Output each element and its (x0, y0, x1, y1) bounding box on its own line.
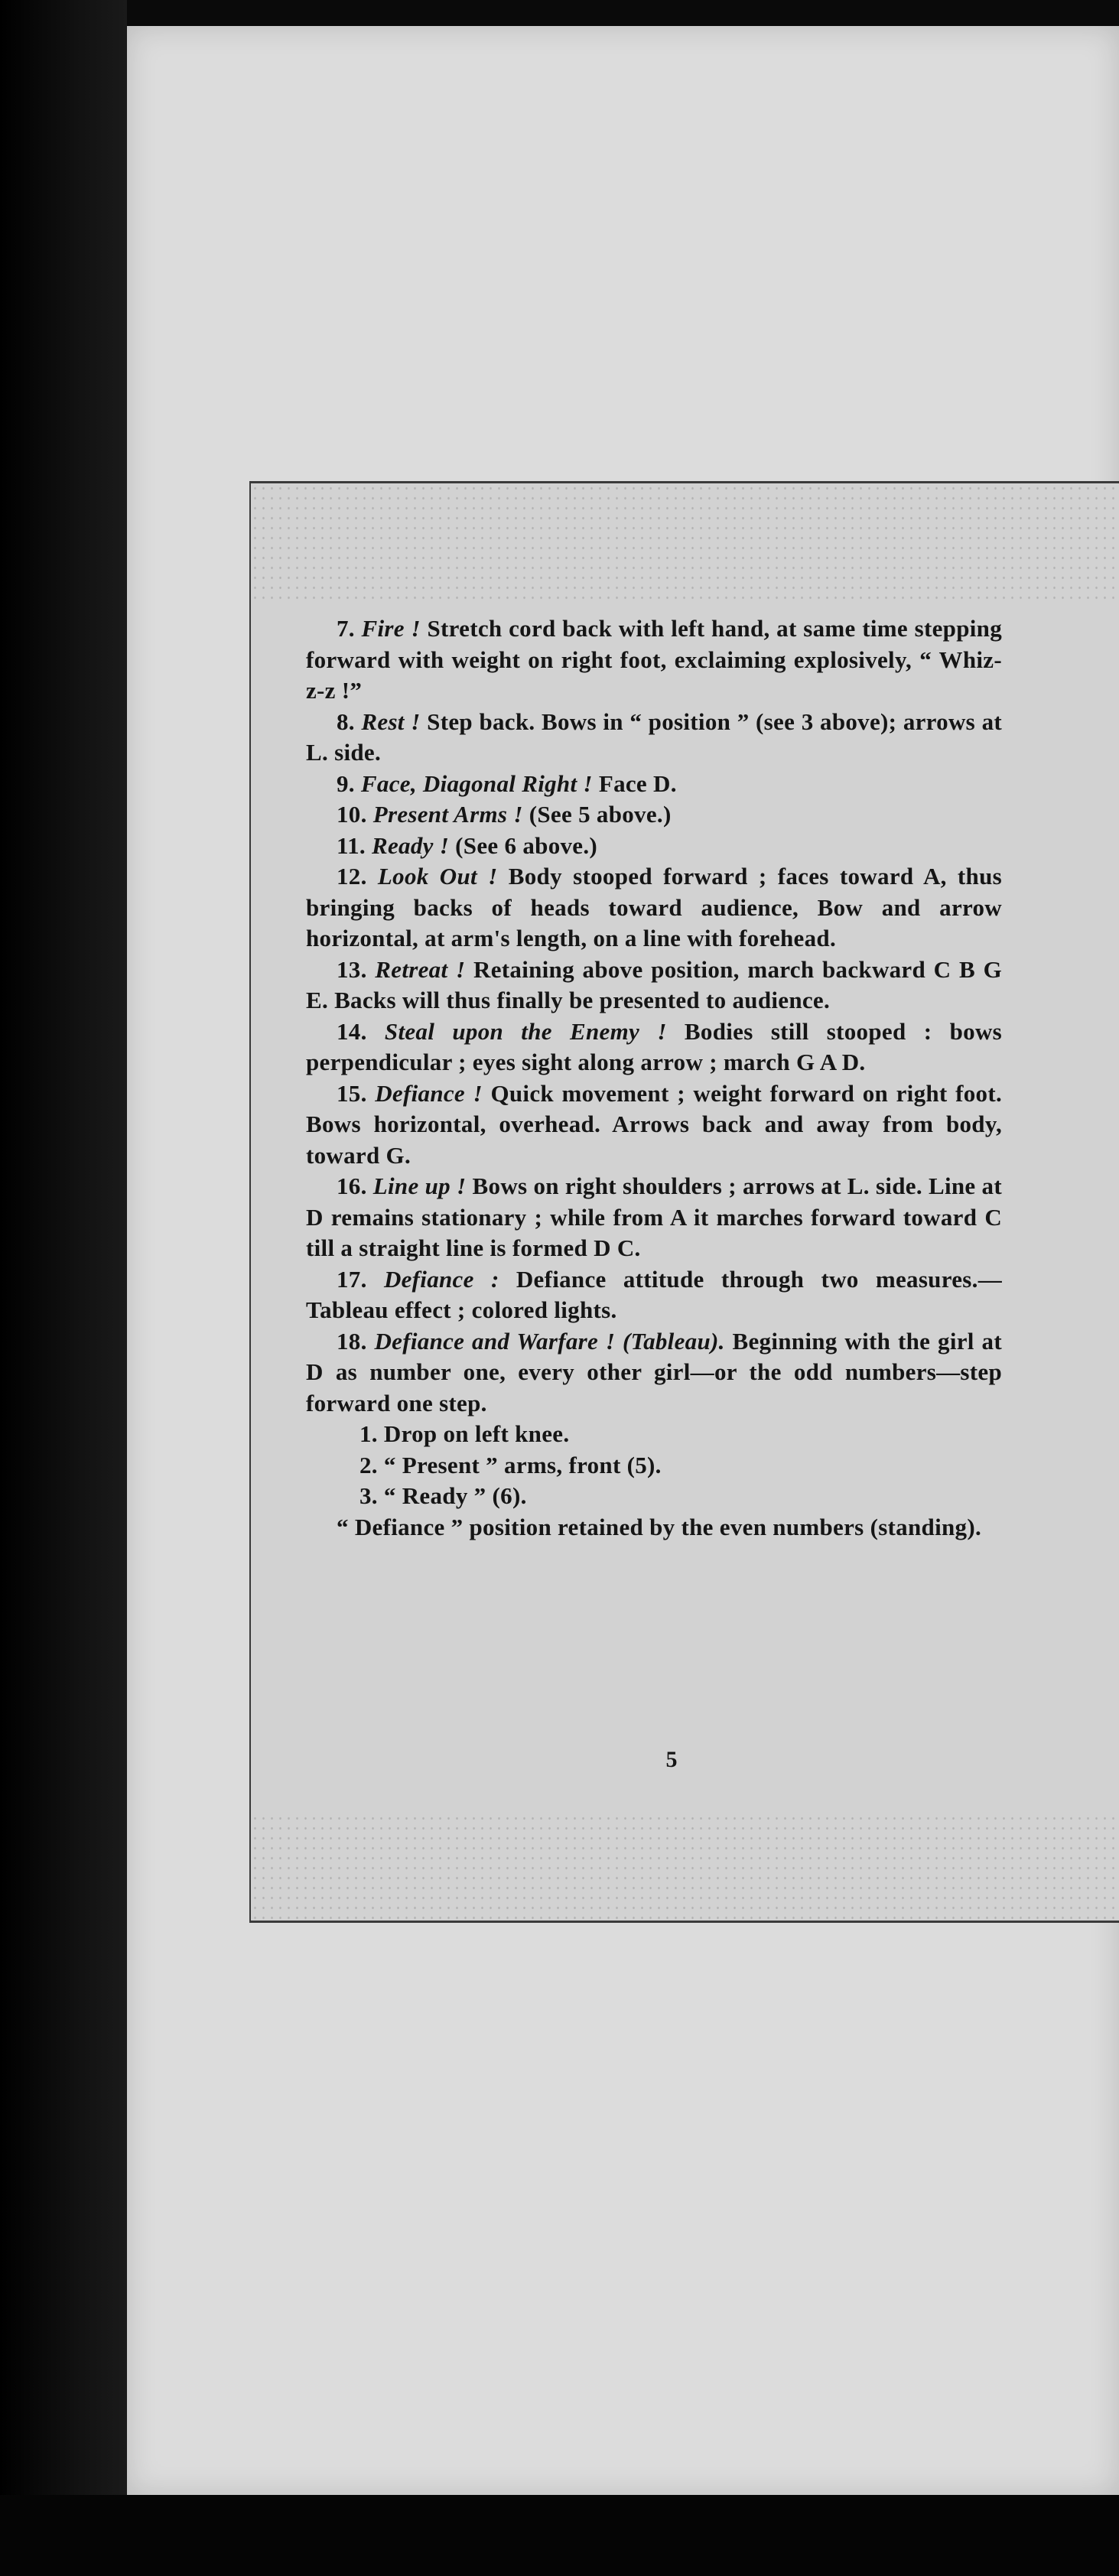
subitem-1: 1. Drop on left knee. (359, 1420, 570, 1447)
paragraph-18: 18. Defiance and Warfare ! (Tableau). Beginning with the girl at D as number one, every other girl—or the odd numbers—step forward one step. (306, 1327, 1002, 1416)
paragraph-17: 17. Defiance : Defiance attitude through two measures.—Tableau effect ; colored lights. (306, 1265, 1002, 1323)
paragraph-13: 13. Retreat ! Retaining above position, march backward C B G E. Backs will thus finally be presented to audience. (306, 955, 1003, 1013)
subitem-3: 3. “ Ready ” (6). (359, 1482, 527, 1509)
print-speckle-bottom (251, 1813, 1119, 1921)
paragraph-11: 11. Ready ! (See 6 above.) (337, 831, 598, 859)
paragraph-8: 8. Rest ! Step back. Bows in “ position ” (see 3 above); arrows at L. side. (306, 707, 1002, 766)
paragraph-9: 9. Face, Diagonal Right ! Face D. (337, 769, 677, 797)
closing-line: “ Defiance ” position retained by the even numbers (standing). (337, 1513, 981, 1540)
paragraph-10: 10. Present Arms ! (See 5 above.) (337, 801, 672, 828)
scan-left-margin (0, 0, 127, 2576)
paragraph-16: 16. Line up ! Bows on right shoulders ; arrows at L. side. Line at D remains stationary ; while from A it marches forward toward C till a straight line is formed D C. (306, 1173, 1002, 1261)
instructions-text (306, 613, 1002, 1543)
print-speckle-top (251, 483, 1119, 606)
printed-plate (249, 481, 1119, 1923)
paragraph-7: 7. Fire ! Stretch cord back with left hand, at same time stepping forward with weight on right foot, exclaiming explosively, “ Whiz-z-z !” (306, 615, 1002, 704)
page-number: 5 (665, 1747, 678, 1772)
paragraph-15: 15. Defiance ! Quick movement ; weight forward on right foot. Bows horizontal, overhead. Arrows back and away from body, toward G. (306, 1079, 1003, 1169)
scan-bottom-margin (0, 2495, 1119, 2576)
scanned-page (127, 26, 1119, 2495)
subitem-2: 2. “ Present ” arms, front (5). (359, 1451, 662, 1478)
paragraph-14: 14. Steal upon the Enemy ! Bodies still stooped : bows perpendicular ; eyes sight along arrow ; march G A D. (306, 1017, 1002, 1075)
paragraph-12: 12. Look Out ! Body stooped forward ; faces toward A, thus bringing backs of heads toward audience, Bow and arrow horizontal, at arm's length, on a line with forehead. (306, 863, 1002, 951)
